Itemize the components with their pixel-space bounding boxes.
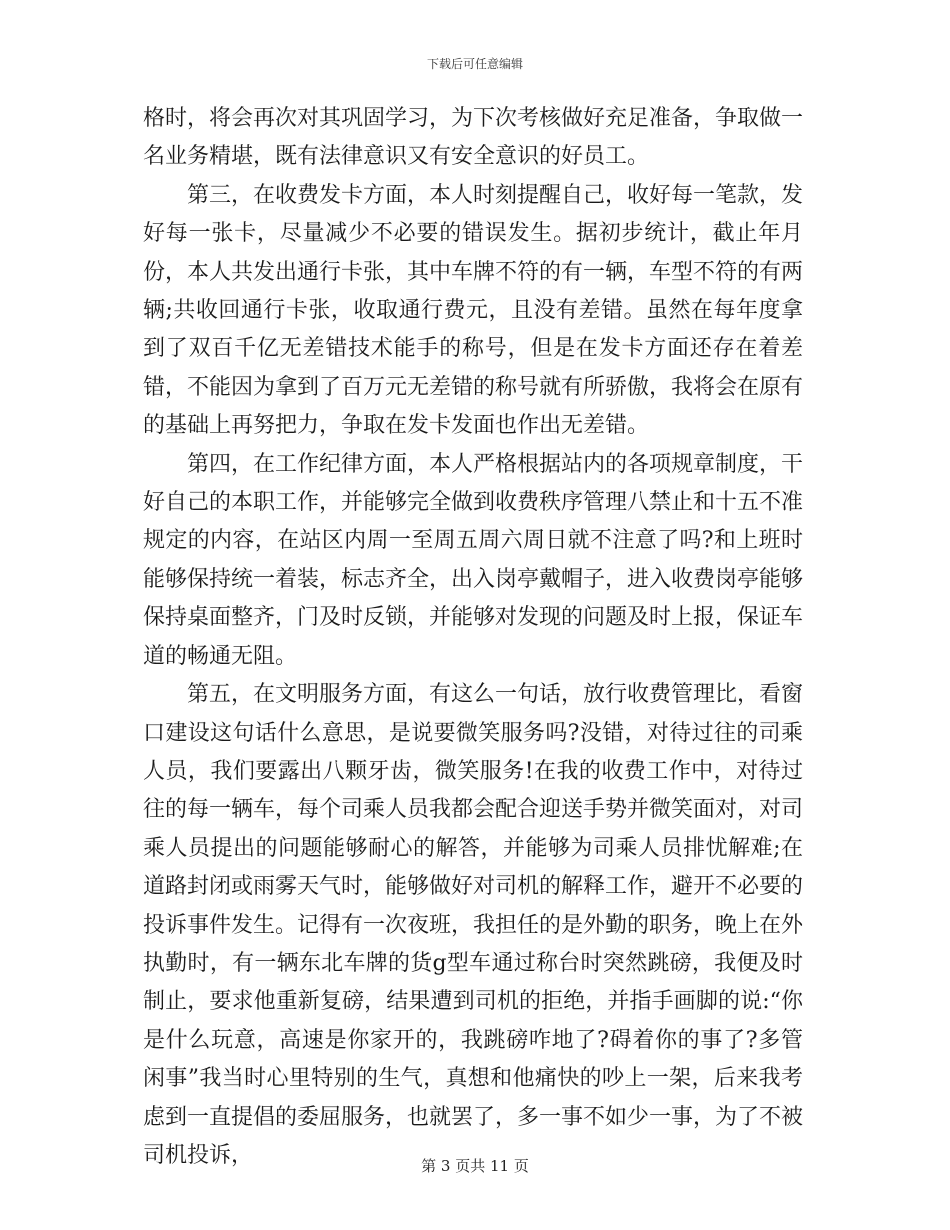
paragraph-fifth-point: 第五，在文明服务方面，有这么一句话，放行收费管理比，看窗口建设这句话什么意思，是说要微笑服务吗?没错，对待过往的司乘人员，我们要露出八颗牙齿，微笑服务!在我的收费工作中，对待过往的每一辆车，每个司乘人员我都会配合迎送手势并微笑面对，对司乘人员提出的问题能够耐心的解答，并能够为司乘人员排忧解难;在道路封闭或雨雾天气时，能够做好对司机的解释工作，避开不必要的投诉事件发生。记得有一次夜班，我担任的是外勤的职务，晚上在外执勤时，有一辆东北车牌的货g型车通过称台时突然跳磅，我便及时制止，要求他重新复磅，结果遭到司机的拒绝，并指手画脚的说:“你是什么玩意，高速是你家开的，我跳磅咋地了?碍着你的事了?多管闲事”我当时心里特别的生气，真想和他痛快的吵上一架，后来我考虑到一直提倡的委屈服务，也就罢了，多一事不如少一事，为了不被司机投诉， xyxy=(143,682,804,1168)
paragraph-continuation: 格时，将会再次对其巩固学习，为下次考核做好充足准备，争取做一名业务精堪，既有法律意识又有安全意识的好员工。 xyxy=(143,106,804,170)
paragraph-fourth-point: 第四，在工作纪律方面，本人严格根据站内的各项规章制度，干好自己的本职工作，并能够完全做到收费秩序管理八禁止和十五不准规定的内容，在站区内周一至周五周六周日就不注意了吗?和上班时能够保持统一着装，标志齐全，出入岗亭戴帽子，进入收费岗亭能够保持桌面整齐，门及时反锁，并能够对发现的问题及时上报，保证车道的畅通无阻。 xyxy=(143,451,804,669)
document-body xyxy=(143,100,803,1175)
paragraph-third-point: 第三，在收费发卡方面，本人时刻提醒自己，收好每一笔款，发好每一张卡，尽量减少不必要的错误发生。据初步统计，截止年月份，本人共发出通行卡张，其中车牌不符的有一辆，车型不符的有两辆;共收回通行卡张，收取通行费元，且没有差错。虽然在每年度拿到了双百千亿无差错技术能手的称号，但是在发卡方面还存在着差错，不能因为拿到了百万元无差错的称号就有所骄傲，我将会在原有的基础上再努把力，争取在发卡发面也作出无差错。 xyxy=(143,182,804,439)
page-header: 下载后可任意编辑 xyxy=(426,57,523,71)
page-footer: 第 3 页共 11 页 xyxy=(421,1157,529,1175)
